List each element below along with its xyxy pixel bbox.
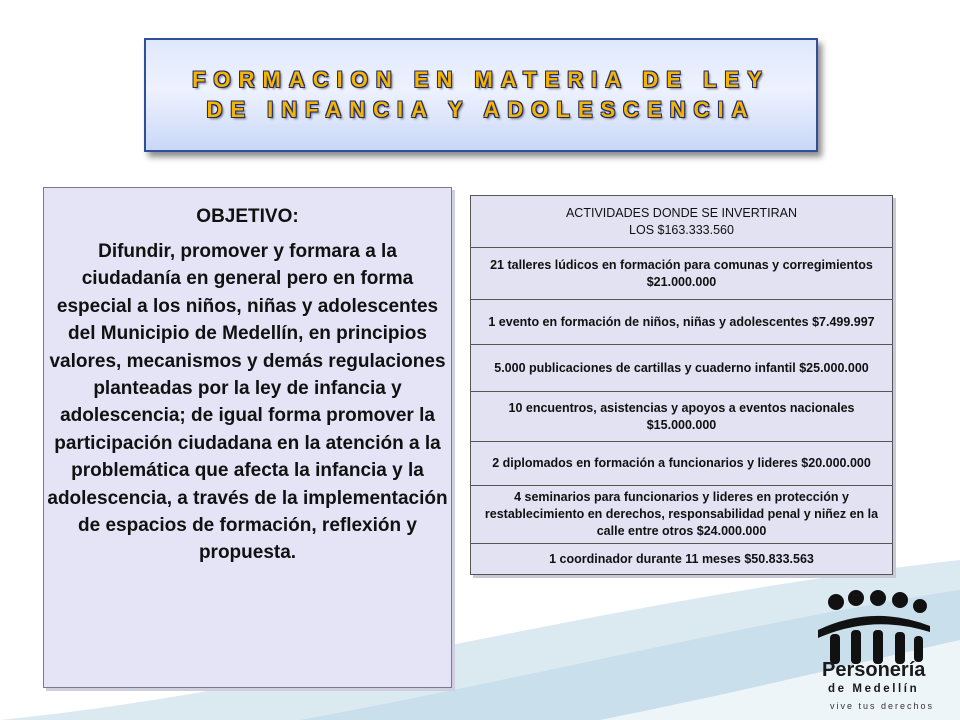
activity-row: 5.000 publicaciones de cartillas y cuaderno infantil $25.000.000: [471, 345, 892, 392]
logo-subtitle: de Medellín: [828, 683, 920, 695]
title-banner: [144, 38, 818, 152]
activities-table: [470, 195, 893, 575]
title-line-2: DE INFANCIA Y ADOLESCENCIA: [206, 97, 756, 122]
activity-row: 2 diplomados en formación a funcionarios y lideres $20.000.000: [471, 442, 892, 486]
logo-name: Personería: [822, 659, 926, 681]
activity-row: 4 seminarios para funcionarios y lideres en protección y restablecimiento en derechos, responsabilidad penal y niñez en la calle entre otros $24.000.000: [471, 486, 892, 544]
activities-header-line1: ACTIVIDADES DONDE SE INVERTIRAN: [565, 205, 798, 220]
objective-text: Difundir, promover y formara a la ciudadanía en general pero en forma especial a los niños, niñas y adolescentes del Municipio de Medellín, en principios valores, mecanismos y demás regulaciones planteadas por la ley de infancia y adolescencia; de igual forma promover la participación ciudadana en la atención a la problemática que afecta la infancia y la adolescencia, a través de la implementación de espacios de formación, reflexión y propuesta.: [47, 241, 448, 564]
activities-header-line2: LOS $163.333.560: [629, 222, 734, 237]
people-group-icon: [808, 590, 938, 715]
objective-box: [43, 187, 452, 688]
activity-row: 10 encuentros, asistencias y apoyos a eventos nacionales $15.000.000: [471, 392, 892, 442]
activities-header: [471, 196, 892, 248]
activity-row: 1 coordinador durante 11 meses $50.833.563: [471, 544, 892, 574]
logo-tagline: vive tus derechos: [830, 701, 935, 711]
activity-row: 21 talleres lúdicos en formación para comunas y corregimientos $21.000.000: [471, 248, 892, 300]
objective-heading: OBJETIVO:: [196, 206, 299, 227]
title-line-1: FORMACION EN MATERIA DE LEY: [192, 67, 770, 92]
activity-row: 1 evento en formación de niños, niñas y adolescentes $7.499.997: [471, 300, 892, 345]
